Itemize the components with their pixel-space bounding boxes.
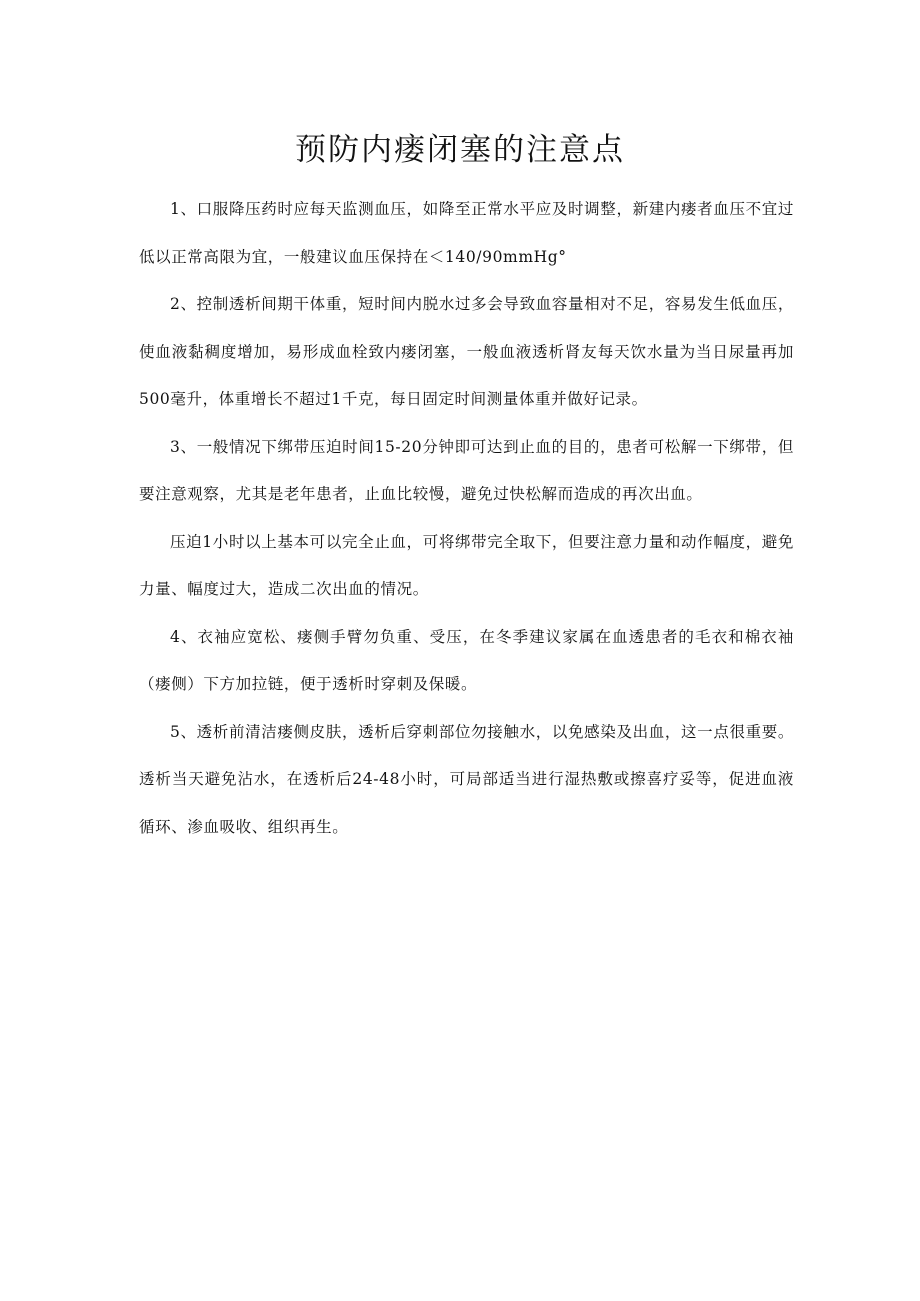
- paragraph-skin-care: 5、透析前清洁瘘侧皮肤，透析后穿刺部位勿接触水，以免感染及出血，这一点很重要。透析当天避免沾水，在透析后24-48小时，可局部适当进行湿热敷或擦喜疗妥等，促进血液循环、渗血吸收、组织再生。: [139, 722, 794, 836]
- paragraph-blood-pressure: 1、口服降压药时应每天监测血压，如降至正常水平应及时调整，新建内瘘者血压不宜过低以正常高限为宜，一般建议血压保持在＜140/90mmHg°: [139, 200, 794, 266]
- paragraph-bandage-compression: 3、一般情况下绑带压迫时间15-20分钟即可达到止血的目的，患者可松解一下绑带，但要注意观察，尤其是老年患者，止血比较慢，避免过快松解而造成的再次出血。: [139, 437, 794, 503]
- document-title: 预防内瘘闭塞的注意点: [295, 132, 625, 168]
- paragraph-dry-weight: 2、控制透析间期干体重，短时间内脱水过多会导致血容量相对不足，容易发生低血压，使血液黏稠度增加，易形成血栓致内瘘闭塞，一般血液透析肾友每天饮水量为当日尿量再加500毫升，体重增长不超过1千克，每日固定时间测量体重并做好记录。: [139, 295, 794, 408]
- paragraph-bandage-removal: 压迫1小时以上基本可以完全止血，可将绑带完全取下，但要注意力量和动作幅度，避免力量、幅度过大，造成二次出血的情况。: [139, 532, 794, 598]
- paragraph-sleeve: 4、衣袖应宽松、瘘侧手臂勿负重、受压，在冬季建议家属在血透患者的毛衣和棉衣袖（瘘侧）下方加拉链，便于透析时穿刺及保暖。: [139, 627, 794, 693]
- document-body: [139, 186, 794, 851]
